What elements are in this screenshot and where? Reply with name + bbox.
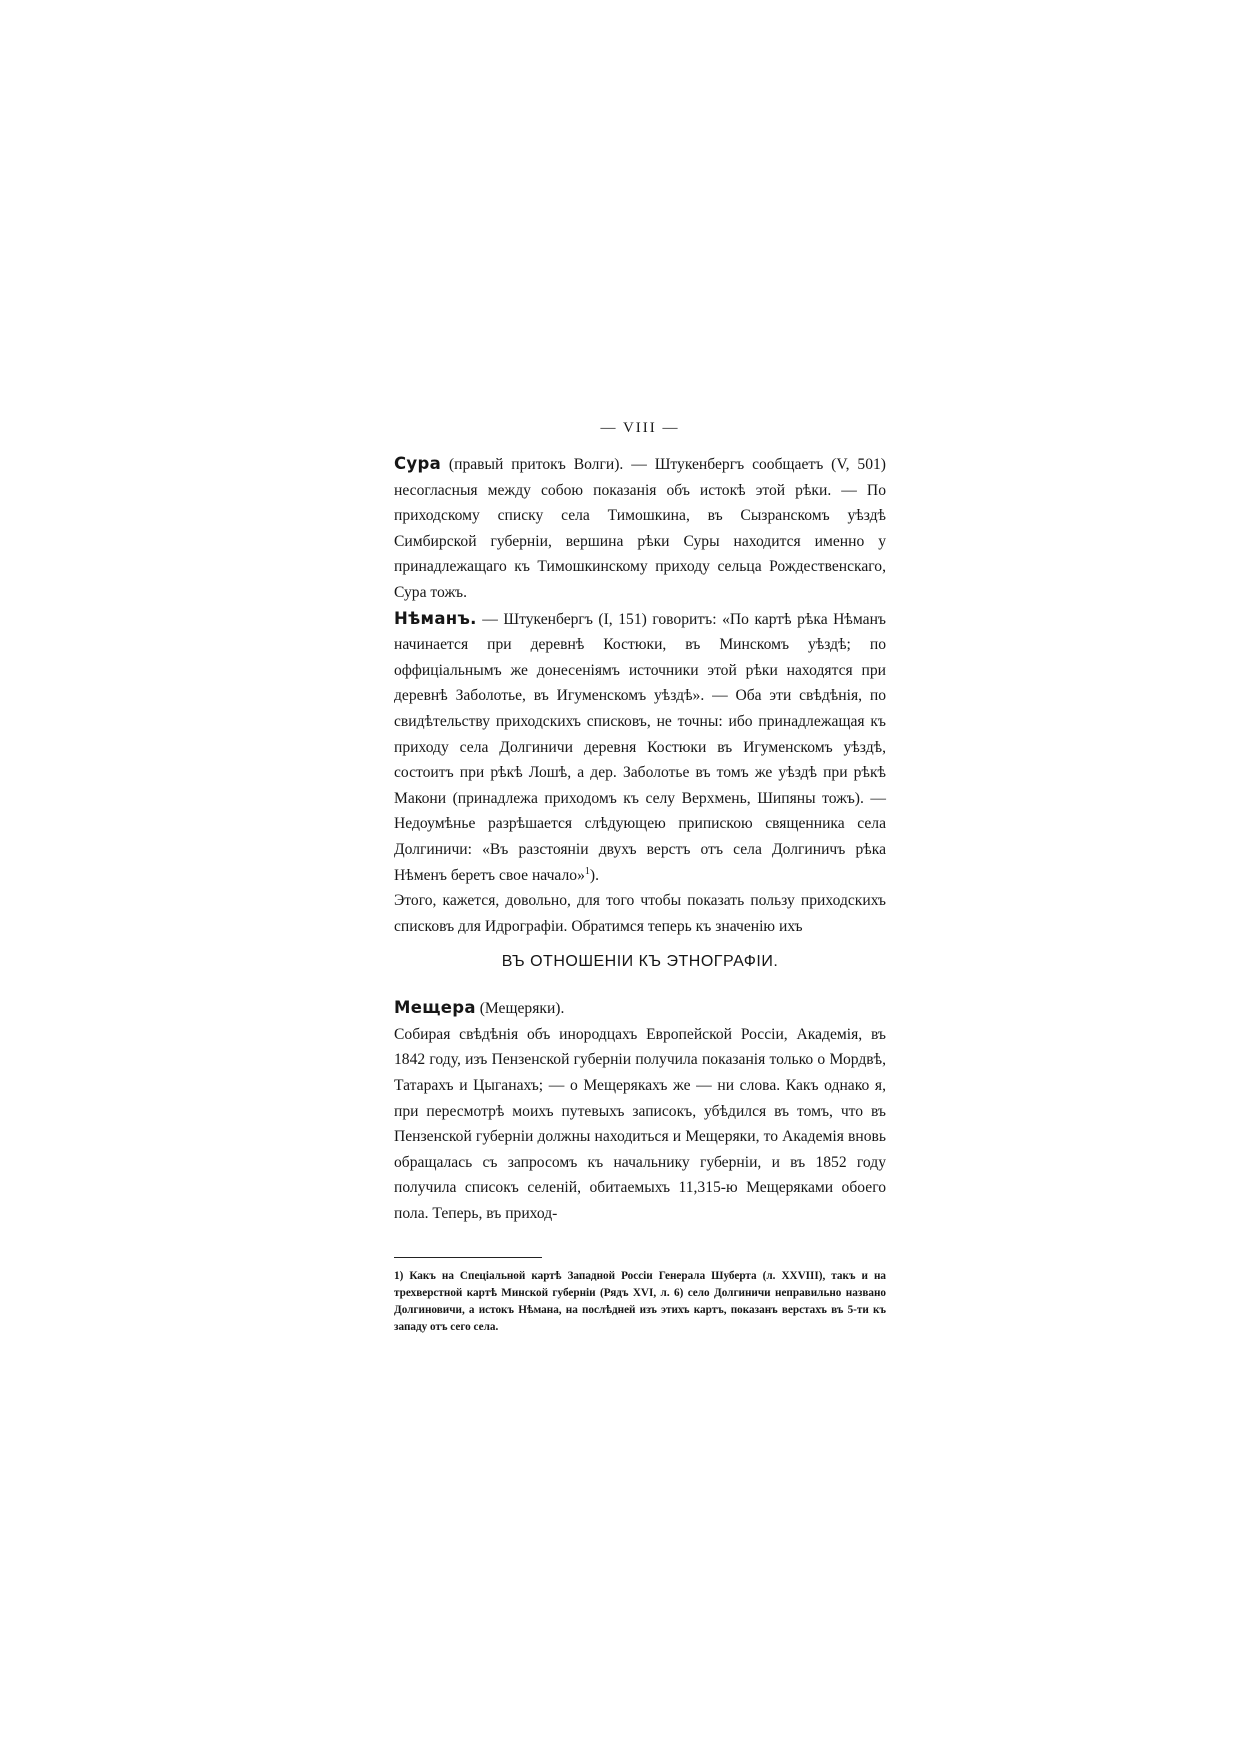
paragraph-neman bbox=[394, 606, 886, 889]
paragraph-transition: Этого, кажется, довольно, для того чтобы показать пользу приходскихъ списковъ для Идрографіи. Обратимся теперь къ значенію ихъ bbox=[394, 892, 886, 935]
entry-heading-neman: Нѣманъ. bbox=[394, 608, 477, 628]
paragraph-meshchera: Собирая свѣдѣнія объ инородцахъ Европейской Россіи, Академія, въ 1842 году, изъ Пензенской губерніи получила показанія только о Мордвѣ, Татарахъ и Цыганахъ; — о Мещерякахъ же — ни слова. Какъ однако я, при пересмотрѣ моихъ путевыхъ записокъ, убѣдился въ томъ, что въ Пензенской губерніи должны находиться и Мещеряки, то Академія вновь обращалась съ запросомъ къ начальнику губерніи, и въ 1852 году получила списокъ селеній, обитаемыхъ 11,315-ю Мещеряками обоего пола. Теперь, въ приход- bbox=[394, 1025, 886, 1223]
text-column bbox=[394, 420, 886, 1336]
paragraph-meshchera-heading bbox=[394, 995, 886, 1022]
footnote-divider bbox=[394, 1257, 542, 1258]
entry-heading-sura: Сура bbox=[394, 454, 442, 473]
footnote-reference[interactable]: 1 bbox=[584, 865, 590, 877]
paragraph-sura-text: (правый притокъ Волги). — Штукенбергъ сообщаетъ (V, 501) несогласныя между собою показанія объ истокѣ этой рѣки. — По приходскому списку села Тимошкина, въ Сызранскомъ уѣздѣ Симбирской губерніи, вершина рѣки Суры находится именно у принадлежащаго къ Тимошкинскому приходу сельца Рождественскаго, Сура тожъ. bbox=[394, 456, 886, 601]
section-title: ВЪ ОТНОШЕНІИ КЪ ЭТНОГРАФІИ. bbox=[501, 953, 779, 971]
page-number: — VIII — bbox=[600, 420, 680, 436]
footnote-text: 1) Какъ на Спеціальной картѣ Западной Россіи Генерала Шуберта (л. XXVIII), такъ и на трехверстной картѣ Минской губерніи (Рядъ XVI, л. 6) село Долгиничи неправильно названо Долгиновичи, а истокъ Нѣмана, на послѣдней изъ этихъ картъ, показанъ верстахъ въ 5-ти къ западу отъ сего села. bbox=[394, 1269, 886, 1333]
paragraph-sura bbox=[394, 451, 886, 606]
entry-heading-meshchera: Мещера bbox=[394, 998, 476, 1018]
paragraph-neman-tail: ). bbox=[589, 866, 599, 884]
entry-subheading-meshchera: (Мещеряки). bbox=[475, 1000, 565, 1018]
paragraph-neman-text: — Штукенбергъ (I, 151) говоритъ: «По картѣ рѣка Нѣманъ начинается при деревнѣ Костюки, въ Минскомъ уѣздѣ; по оффиціальнымъ же донесеніямъ источники этой рѣки находятся при деревнѣ Заболотье, въ Игуменскомъ уѣздѣ». — Оба эти свѣдѣнія, по свидѣтельству приходскихъ списковъ, не точны: ибо принадлежащая къ приходу села Долгиничи деревня Костюки въ Игуменскомъ уѣздѣ, состоитъ при рѣкѣ Лошѣ, а дер. Заболотье въ томъ же уѣздѣ при рѣкѣ Макони (принадлежа приходомъ къ селу Верхмень, Шипяны тожъ). — Недоумѣнье разрѣшается слѣдующею припискою священника села Долгиничи: «Въ разстояніи двухъ верстъ отъ села Долгиничъ рѣка Нѣменъ беретъ свое начало» bbox=[394, 610, 886, 884]
